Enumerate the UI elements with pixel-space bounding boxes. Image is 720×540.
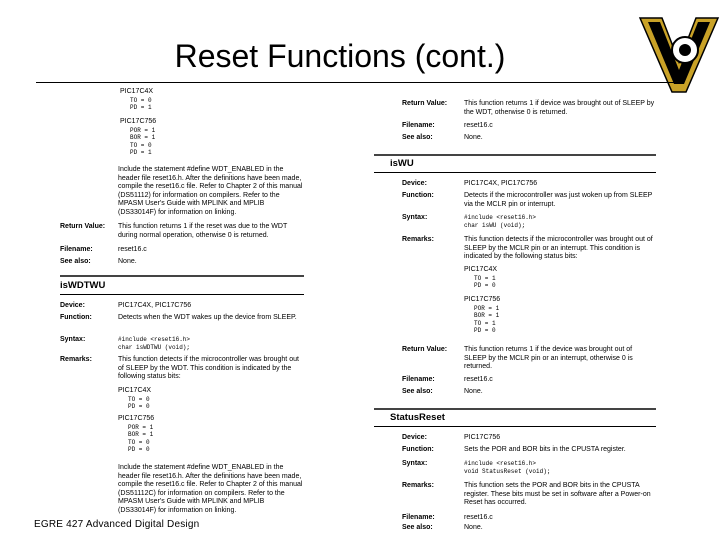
remarks-label: Remarks: (60, 356, 92, 363)
chip-block (120, 118, 304, 157)
status-bit: PD = 0 (474, 282, 496, 290)
see-also-text: None. (464, 388, 483, 395)
slide-title: Reset Functions (cont.) (174, 38, 506, 74)
function-text: Detects when the WDT wakes up the device from SLEEP. (118, 314, 297, 321)
filename-label: Filename: (402, 376, 435, 383)
status-bit: PD = 0 (128, 403, 150, 411)
syntax-line: #include <reset16.h> (464, 460, 537, 467)
filename-text: reset16.c (118, 246, 147, 253)
chip-name: PIC17C4X (120, 88, 154, 95)
chip-name: PIC17C756 (120, 118, 157, 125)
section-heading-iswdtwu: isWDTWU (60, 280, 106, 291)
chip-block (118, 415, 304, 454)
section-heading-statusreset: StatusReset (390, 412, 445, 423)
section-rule (374, 426, 656, 427)
syntax-label: Syntax: (60, 336, 86, 343)
device-label: Device: (402, 434, 427, 441)
return-value-text: This function returns 1 if device was brought out of SLEEP by the WDT, otherwise 0 is returned. (464, 100, 655, 116)
return-value-label: Return Value: (402, 346, 448, 353)
status-bit: POR = 1 (474, 304, 500, 312)
left-column (60, 88, 304, 520)
function-label: Function: (60, 314, 92, 321)
function-label: Function: (402, 192, 434, 199)
syntax-line: #include <reset16.h> (464, 214, 537, 221)
remarks-label: Remarks: (402, 482, 434, 489)
see-also-label: See also: (402, 388, 433, 395)
syntax-line: char isWDTWU (void); (118, 343, 191, 351)
device-text: PIC17C756 (464, 434, 501, 441)
return-value-label: Return Value: (60, 223, 106, 230)
syntax-label: Syntax: (402, 460, 428, 467)
status-bit: TO = 1 (474, 274, 496, 282)
see-also-text: None. (118, 258, 137, 265)
see-also-label: See also: (60, 258, 91, 265)
status-bit: PD = 1 (130, 149, 152, 157)
return-value-label: Return Value: (402, 100, 448, 107)
device-label: Device: (60, 302, 85, 309)
include-note: Include the statement #define WDT_ENABLED in the header file reset16.h. After the definitions have been made, compile the reset16.c file. Refer to Chapter 2 of this manual (DS51112) for information on compilers. Refer to the MPASM User's Guide with MPLINK and MPLIB (DS33014F) for information on linking. (118, 166, 303, 216)
syntax-line: #include <reset16.h> (118, 336, 191, 343)
syntax-line: void StatusReset (void); (464, 467, 551, 475)
see-also-text: None. (464, 524, 483, 531)
status-bit: POR = 1 (128, 423, 154, 431)
function-text: Sets the POR and BOR bits in the CPUSTA register. (464, 446, 626, 453)
filename-label: Filename: (402, 122, 435, 129)
slide-footer: EGRE 427 Advanced Digital Design (34, 519, 200, 530)
status-bit: TO = 0 (128, 395, 150, 403)
status-bit: TO = 0 (128, 438, 150, 446)
device-text: PIC17C4X, PIC17C756 (118, 302, 192, 309)
section-rule (374, 154, 656, 156)
device-text: PIC17C4X, PIC17C756 (464, 180, 538, 187)
chip-block (464, 266, 656, 290)
see-also-label: See also: (402, 134, 433, 141)
section-rule (60, 275, 304, 277)
status-bit: BOR = 1 (474, 312, 500, 320)
remarks-text: This function detects if the microcontroller was brought out of SLEEP by the MCLR pin or an interrupt. This condition is indicated by the following status bits: (464, 236, 653, 261)
status-bit: BOR = 1 (130, 134, 156, 142)
remarks-text: This function detects if the microcontroller was brought out of SLEEP by the WDT. This condition is indicated by the following status bits: (118, 356, 299, 381)
status-bit: TO = 0 (130, 96, 152, 104)
chip-block (118, 387, 304, 411)
chip-name: PIC17C756 (118, 415, 155, 422)
filename-text: reset16.c (464, 122, 493, 129)
chip-name: PIC17C756 (464, 296, 501, 303)
status-bit: POR = 1 (130, 126, 156, 134)
chip-block (120, 88, 304, 112)
section-heading-iswu: isWU (390, 158, 414, 169)
function-label: Function: (402, 446, 434, 453)
status-bit: PD = 0 (128, 446, 150, 454)
filename-text: reset16.c (464, 376, 493, 383)
include-note: Include the statement #define WDT_ENABLED in the header file reset16.h. After the definitions have been made, compile the reset16.c file. Refer to Chapter 2 of this manual (DS51112C) for information on compilers. Refer to the MPASM User's Guide with MPLINK and MPLIB (DS33014F) for information on linking. (118, 464, 303, 514)
filename-label: Filename: (60, 246, 93, 253)
syntax-line: char isWU (void); (464, 221, 526, 229)
status-bit: PD = 1 (130, 104, 152, 112)
see-also-label: See also: (402, 524, 433, 531)
function-text: Detects if the microcontroller was just woken up from SLEEP via the MCLR pin or interrupt. (464, 192, 653, 208)
filename-label: Filename: (402, 514, 435, 521)
status-bit: BOR = 1 (128, 431, 154, 439)
remarks-label: Remarks: (402, 236, 434, 243)
status-bit: TO = 0 (130, 141, 152, 149)
status-bit: TO = 1 (474, 319, 496, 327)
chip-name: PIC17C4X (118, 387, 152, 394)
chip-name: PIC17C4X (464, 266, 498, 273)
right-column (374, 96, 656, 534)
return-value-text: This function returns 1 if the reset was due to the WDT during normal operation, otherwise 0 is returned. (118, 223, 288, 239)
device-label: Device: (402, 180, 427, 187)
section-rule (374, 172, 656, 173)
filename-text: reset16.c (464, 514, 493, 521)
remarks-text: This function sets the POR and BOR bits in the CPUSTA register. These bits must be set in software after a Power-on Reset has occurred. (464, 482, 651, 507)
see-also-text: None. (464, 134, 483, 141)
chip-block (464, 296, 656, 335)
status-bit: PD = 0 (474, 327, 496, 335)
return-value-text: This function returns 1 if the device was brought out of SLEEP by the MCLR pin or an interrupt, otherwise 0 is returned. (464, 346, 633, 371)
title-underline (36, 82, 684, 83)
section-rule (374, 408, 656, 410)
section-rule (60, 294, 304, 295)
syntax-label: Syntax: (402, 214, 428, 221)
